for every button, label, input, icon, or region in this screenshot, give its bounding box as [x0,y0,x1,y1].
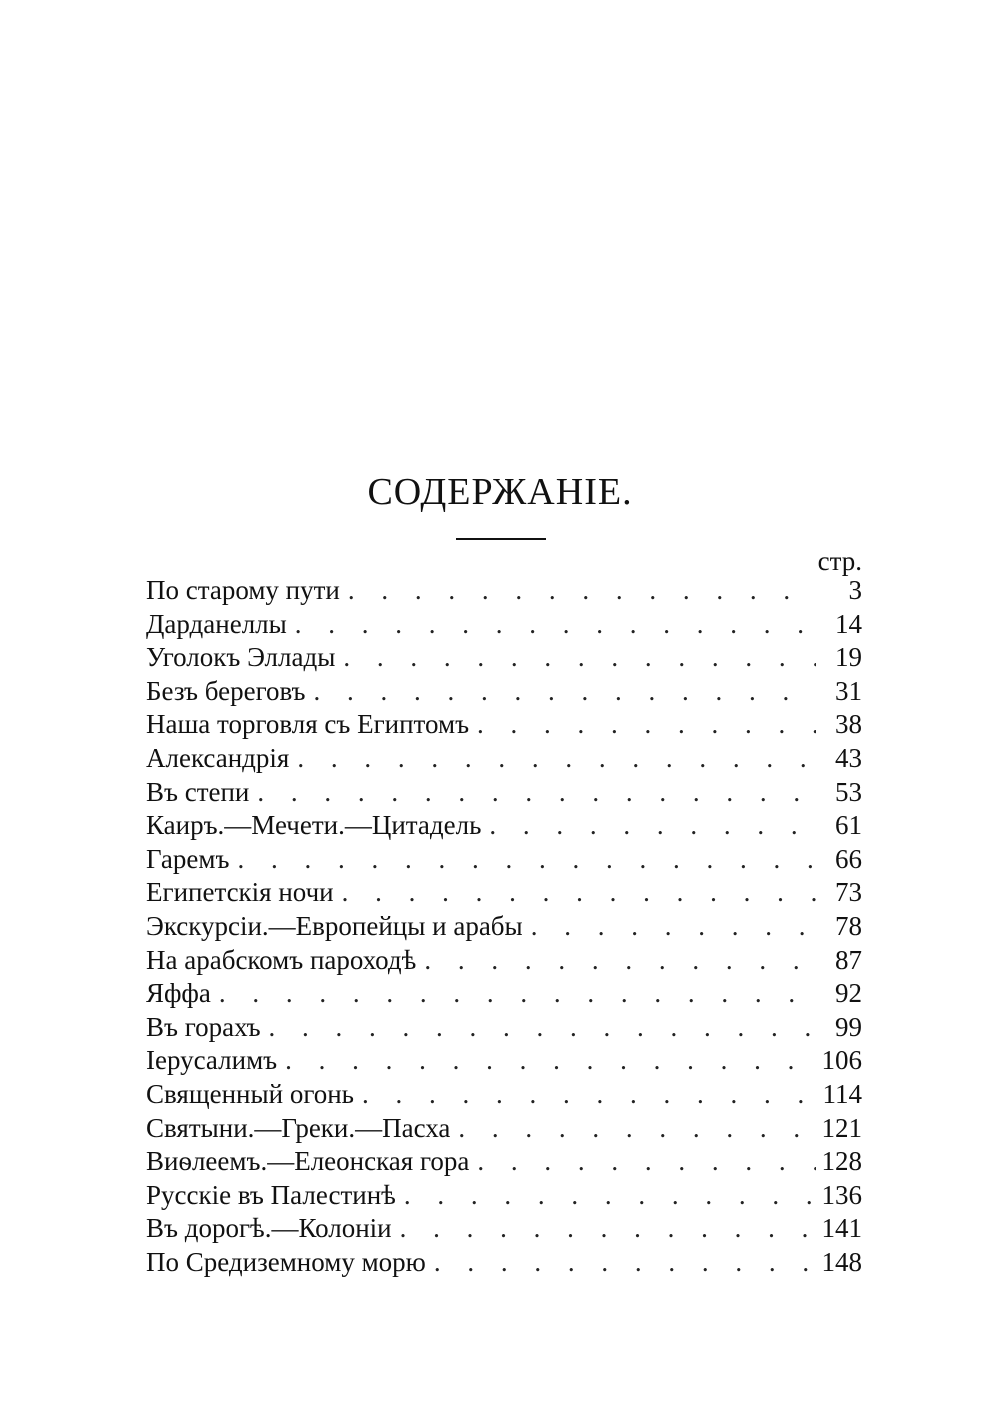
toc-entry-page: 61 [835,810,862,841]
toc-entry-page: 92 [835,978,862,1009]
toc-entry-page: 114 [822,1078,862,1109]
toc-entry-title: Святыни.—Греки.—Пасха [146,1112,451,1143]
toc-entry-title: Въ степи [146,776,250,807]
dot-leader [400,1212,816,1246]
toc-entry [146,776,862,810]
toc-entry [146,1078,862,1112]
toc-entry-page: 19 [835,642,862,673]
toc-entry [146,708,862,742]
toc-entry-title: Въ горахъ [146,1011,261,1042]
toc-entry-title: Священный огонь [146,1078,354,1109]
dot-leader [269,1011,816,1045]
toc-entry-page: 43 [835,742,862,773]
dot-leader [295,608,816,642]
toc-entry-page: 14 [835,608,862,639]
dot-leader [489,809,816,843]
toc-entry [146,742,862,776]
toc-entry-title: Александрiя [146,742,290,773]
toc-entry-page: 73 [835,877,862,908]
toc-entry-page: 31 [835,675,862,706]
toc-entry-title: Уголокъ Эллады [146,642,336,673]
toc-entry [146,1112,862,1146]
page-title: СОДЕРЖАНIЕ. [367,471,633,513]
toc-entry-page: 87 [835,944,862,975]
toc-entry-page: 38 [835,709,862,740]
toc-entry-page: 3 [848,575,862,605]
toc-entry [146,675,862,709]
dot-leader [424,944,816,978]
dot-leader [219,977,816,1011]
toc-entry-title: Экскурсiи.—Европейцы и арабы [146,910,523,941]
toc-entry-page: 128 [821,1146,862,1177]
toc-entry [146,1011,862,1045]
dot-leader [477,708,816,742]
toc-entry-title: Гаремъ [146,843,230,874]
toc-entry [146,1246,862,1280]
table-of-contents [146,574,862,1279]
dot-leader [348,574,816,608]
toc-entry-page: 99 [835,1011,862,1042]
toc-entry-title: Русскiе въ Палестинѣ [146,1179,396,1210]
toc-entry-page: 66 [835,843,862,874]
toc-entry [146,608,862,642]
toc-entry [146,574,862,608]
dot-leader [342,876,816,910]
toc-entry [146,1145,862,1179]
toc-entry [146,876,862,910]
dot-leader [285,1044,815,1078]
dot-leader [237,843,816,877]
dot-leader [362,1078,816,1112]
dot-leader [297,742,816,776]
toc-entry-title: По старому пути [146,575,340,605]
dot-leader [257,776,816,810]
dot-leader [314,675,816,709]
toc-entry-title: Наша торговля съ Египтомъ [146,709,470,740]
toc-entry-title: Безъ береговъ [146,675,306,706]
toc-entry-page: 136 [821,1179,862,1210]
toc-entry-title: На арабскомъ пароходѣ [146,944,417,975]
toc-entry-page: 148 [821,1246,862,1277]
toc-entry-title: Египетскiя ночи [146,877,334,908]
toc-entry-page: 78 [835,910,862,941]
dot-leader [434,1246,816,1280]
toc-entry-title: Iерусалимъ [146,1045,278,1076]
toc-entry [146,843,862,877]
dot-leader [531,910,816,944]
toc-entry [146,977,862,1011]
toc-entry [146,910,862,944]
dot-leader [404,1179,816,1213]
toc-entry [146,809,862,843]
title-divider [456,538,546,540]
dot-leader [343,641,816,675]
toc-entry-title: Каиръ.—Мечети.—Цитадель [146,810,482,841]
toc-entry [146,1212,862,1246]
toc-entry-page: 121 [821,1112,862,1143]
toc-entry-page: 53 [835,776,862,807]
dot-leader [477,1145,815,1179]
toc-entry-title: Яффа [146,978,211,1009]
toc-entry [146,1179,862,1213]
page-column-label: стр. [817,546,862,576]
toc-entry-page: 141 [821,1213,862,1244]
toc-entry-title: Въ дорогѣ.—Колонiи [146,1213,392,1244]
toc-entry-title: Дарданеллы [146,608,287,639]
toc-entry [146,944,862,978]
dot-leader [458,1112,815,1146]
toc-entry-page: 106 [821,1045,862,1076]
toc-entry [146,1044,862,1078]
toc-entry-title: Виѳлеемъ.—Елеонская гора [146,1146,470,1177]
toc-entry [146,641,862,675]
toc-entry-title: По Средиземному морю [146,1246,426,1277]
